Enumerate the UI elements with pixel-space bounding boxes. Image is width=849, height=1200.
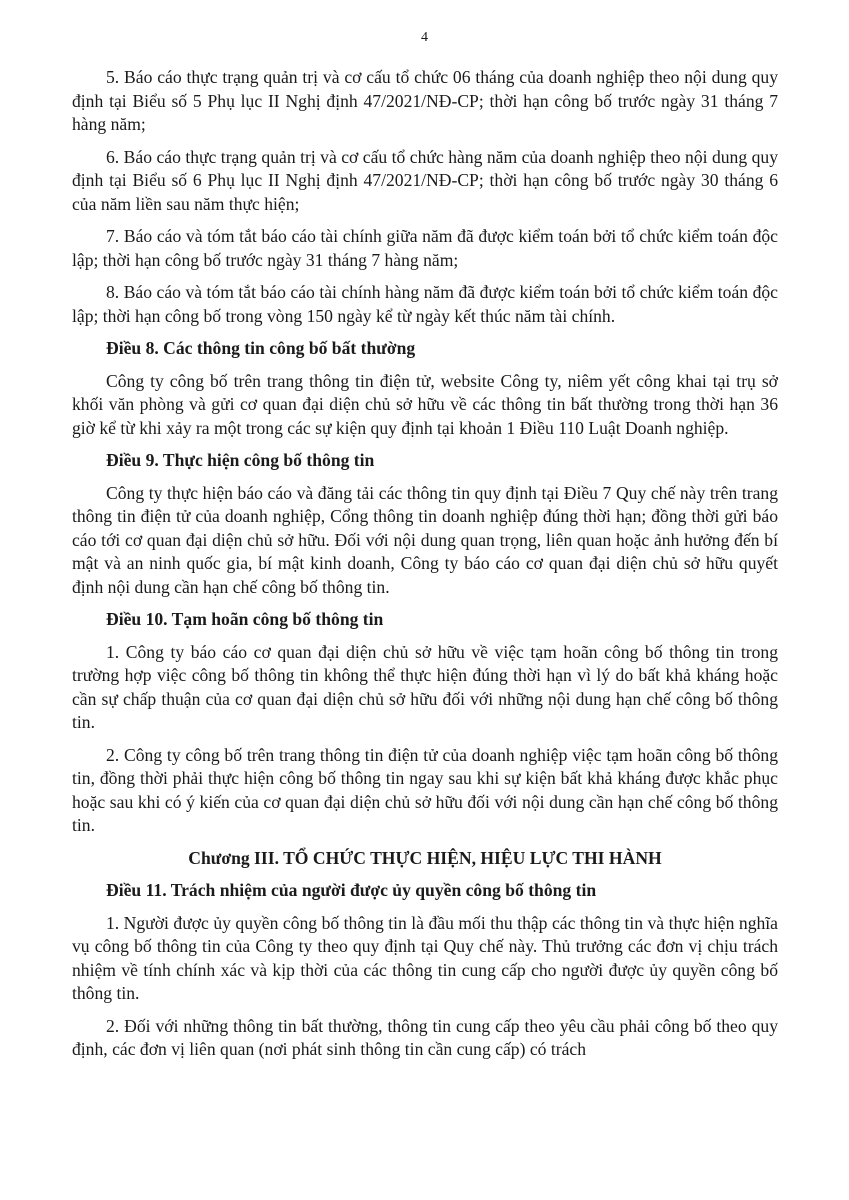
article-8-heading: Điều 8. Các thông tin công bố bất thường	[106, 338, 416, 358]
item-8: 8. Báo cáo và tóm tắt báo cáo tài chính hàng năm đã được kiểm toán bởi tổ chức kiểm toán độc lập; thời hạn công bố trong vòng 150 ngày kể từ ngày kết thúc năm tài chính.	[72, 282, 778, 326]
article-11-heading: Điều 11. Trách nhiệm của người được ủy quyền công bố thông tin	[106, 880, 597, 900]
article-8-body: Công ty công bố trên trang thông tin điện tử, website Công ty, niêm yết công khai tại trụ sở khối văn phòng và gửi cơ quan đại diện chủ sở hữu về các thông tin bất thường trong thời hạn 36 giờ kể từ khi xảy ra một trong các sự kiện quy định tại khoản 1 Điều 110 Luật Doanh nghiệp.	[72, 370, 778, 438]
article-10-clause-2: 2. Công ty công bố trên trang thông tin điện tử của doanh nghiệp việc tạm hoãn công bố thông tin, đồng thời phải thực hiện công bố thông tin ngay sau khi sự kiện bất khả kháng được khắc phục hoặc sau khi có ý kiến của cơ quan đại diện chủ sở hữu đối với nội dung cần hạn chế công bố thông tin.	[72, 744, 778, 835]
page-number: 4	[421, 30, 428, 45]
article-10-clause-1: 1. Công ty báo cáo cơ quan đại diện chủ sở hữu về việc tạm hoãn công bố thông tin trong trường hợp việc công bố thông tin không thể thực hiện đúng thời hạn vì lý do bất khả kháng hoặc cần sự chấp thuận của cơ quan đại diện chủ sở hữu đối với những nội dung hạn chế công bố thông tin.	[72, 641, 778, 732]
article-11-clause-2: 2. Đối với những thông tin bất thường, thông tin cung cấp theo yêu cầu phải công bố theo quy định, các đơn vị liên quan (nơi phát sinh thông tin cần cung cấp) có trách	[72, 1015, 778, 1059]
item-7: 7. Báo cáo và tóm tắt báo cáo tài chính giữa năm đã được kiểm toán bởi tổ chức kiểm toán độc lập; thời hạn công bố trước ngày 31 tháng 7 hàng năm;	[72, 226, 778, 270]
document-body	[72, 66, 778, 1071]
article-9-body: Công ty thực hiện báo cáo và đăng tải các thông tin quy định tại Điều 7 Quy chế này trên trang thông tin điện tử của doanh nghiệp, Cổng thông tin doanh nghiệp đúng thời hạn; đồng thời gửi báo cáo tới cơ quan đại diện chủ sở hữu. Đối với nội dung quan trọng, liên quan hoặc ảnh hưởng đến bí mật và an ninh quốc gia, bí mật kinh doanh, Công ty báo cáo cơ quan đại diện chủ sở hữu quyết định nội dung cần hạn chế công bố thông tin.	[72, 482, 778, 597]
chapter-3-title: Chương III. TỔ CHỨC THỰC HIỆN, HIỆU LỰC THI HÀNH	[188, 847, 662, 868]
article-9-heading: Điều 9. Thực hiện công bố thông tin	[106, 450, 375, 470]
article-10-heading: Điều 10. Tạm hoãn công bố thông tin	[106, 609, 384, 629]
item-5: 5. Báo cáo thực trạng quản trị và cơ cấu tổ chức 06 tháng của doanh nghiệp theo nội dung quy định tại Biểu số 5 Phụ lục II Nghị định 47/2021/NĐ-CP; thời hạn công bố trước ngày 31 tháng 7 hàng năm;	[72, 67, 778, 134]
article-11-clause-1: 1. Người được ủy quyền công bố thông tin là đầu mối thu thập các thông tin và thực hiện nghĩa vụ công bố thông tin của Công ty theo quy định tại Quy chế này. Thủ trưởng các đơn vị chịu trách nhiệm về tính chính xác và kịp thời của các thông tin cung cấp cho người được ủy quyền công bố thông tin.	[72, 912, 778, 1003]
item-6: 6. Báo cáo thực trạng quản trị và cơ cấu tổ chức hàng năm của doanh nghiệp theo nội dung quy định tại Biểu số 6 Phụ lục II Nghị định 47/2021/NĐ-CP; thời hạn công bố trước ngày 30 tháng 6 của năm liền sau năm thực hiện;	[72, 146, 778, 214]
